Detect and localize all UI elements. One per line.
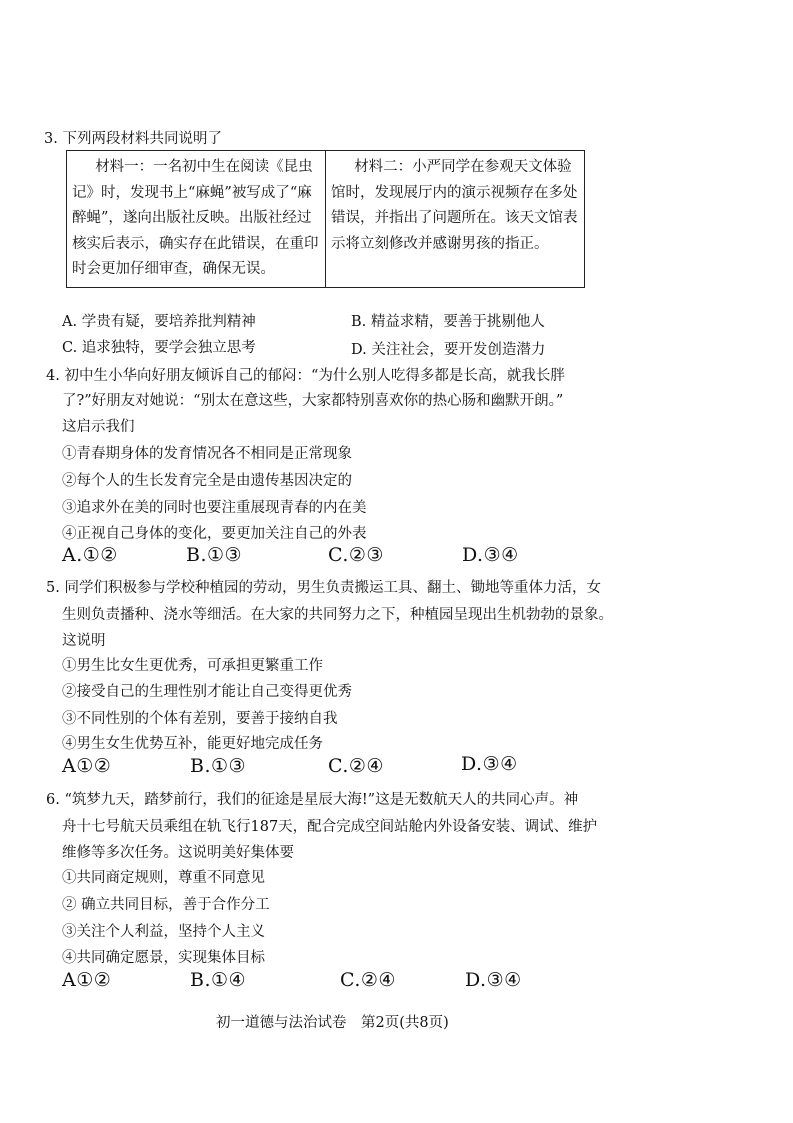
q6-item-1: ①共同商定规则，尊重不同意见 — [62, 870, 265, 886]
q6-option-a: A①② — [62, 969, 112, 991]
q3-option-a: A. 学贵有疑，要培养批判精神 — [62, 314, 256, 330]
q4-stem-line-3: 这启示我们 — [62, 419, 135, 435]
q5-stem-line-1: 5. 同学们积极参与学校种植园的劳动，男生负责搬运工具、翻土、锄地等重体力活，女 — [46, 580, 601, 596]
q4-stem-line-2: 了?”好朋友对她说：“别太在意这些，大家都特别喜欢你的热心肠和幽默开朗。” — [62, 393, 564, 409]
q6-option-b: B.①④ — [190, 969, 247, 991]
q5-item-2: ②接受自己的生理性别才能让自己变得更优秀 — [62, 684, 352, 700]
q3-materials-table — [66, 150, 585, 288]
q4-item-2: ②每个人的生长发育完全是由遗传基因决定的 — [62, 473, 352, 489]
q3-option-d: D. 关注社会，要开发创造潜力 — [351, 342, 546, 358]
q5-item-1: ①男生比女生更优秀，可承担更繁重工作 — [62, 658, 323, 674]
q6-item-2: ② 确立共同目标，善于合作分工 — [62, 897, 270, 913]
page-footer: 初一道德与法治试卷 第2页(共8页) — [216, 1015, 449, 1031]
material-one-cell — [67, 151, 326, 288]
q4-item-4: ④正视自己身体的变化，要更加关注自己的外表 — [62, 526, 367, 542]
q6-option-c: C.②④ — [340, 969, 396, 991]
q4-option-c: C.②③ — [328, 544, 384, 566]
q5-stem-line-3: 这说明 — [62, 633, 106, 649]
q6-stem-line-2: 舟十七号航天员乘组在轨飞行187天，配合完成空间站舱内外设备安装、调试、维护 — [62, 819, 598, 835]
q5-option-d: D.③④ — [461, 753, 518, 775]
q6-stem-line-3: 维修等多次任务。这说明美好集体要 — [62, 845, 294, 861]
q6-stem-line-1: 6. “筑梦九天，踏梦前行，我们的征途是星辰大海!”这是无数航天人的共同心声。神 — [46, 792, 579, 808]
q3-option-b: B. 精益求精，要善于挑剔他人 — [351, 314, 545, 330]
q6-item-4: ④共同确定愿景，实现集体目标 — [62, 950, 265, 966]
q5-option-a: A①② — [62, 755, 112, 777]
q4-stem-line-1: 4. 初中生小华向好朋友倾诉自己的郁闷：“为什么别人吃得多都是长高，就我长胖 — [46, 368, 565, 384]
q4-option-a: A.①② — [62, 544, 118, 566]
material-two-cell — [326, 151, 585, 288]
q5-option-c: C.②④ — [328, 755, 384, 777]
material-one-text: 材料一：一名初中生在阅读《昆虫记》时，发现书上“麻蝇”被写成了“麻醉蝇”，遂向出版社反映。出版社经过核实后表示，确实存在此错误，在重印时会更加仔细审查，确保无误。 — [72, 159, 319, 277]
q5-item-4: ④男生女生优势互补，能更好地完成任务 — [62, 736, 323, 752]
q3-stem: 3. 下列两段材料共同说明了 — [44, 131, 222, 147]
q4-item-1: ①青春期身体的发育情况各不相同是正常现象 — [62, 446, 352, 462]
q6-option-d: D.③④ — [465, 969, 522, 991]
q4-option-d: D.③④ — [462, 544, 519, 566]
q6-item-3: ③关注个人利益，坚持个人主义 — [62, 924, 265, 940]
q3-option-c: C. 追求独特，要学会独立思考 — [62, 340, 256, 356]
q5-option-b: B.①③ — [190, 755, 247, 777]
q4-item-3: ③追求外在美的同时也要注重展现青春的内在美 — [62, 500, 367, 516]
q4-option-b: B.①③ — [186, 544, 243, 566]
material-two-text: 材料二：小严同学在参观天文体验馆时，发现展厅内的演示视频存在多处错误，并指出了问题所在。该天文馆表示将立刻修改并感谢男孩的指正。 — [331, 159, 578, 252]
q5-item-3: ③不同性别的个体有差别，要善于接纳自我 — [62, 711, 338, 727]
q5-stem-line-2: 生则负责播种、浇水等细活。在大家的共同努力之下，种植园呈现出生机勃勃的景象。 — [62, 607, 613, 623]
